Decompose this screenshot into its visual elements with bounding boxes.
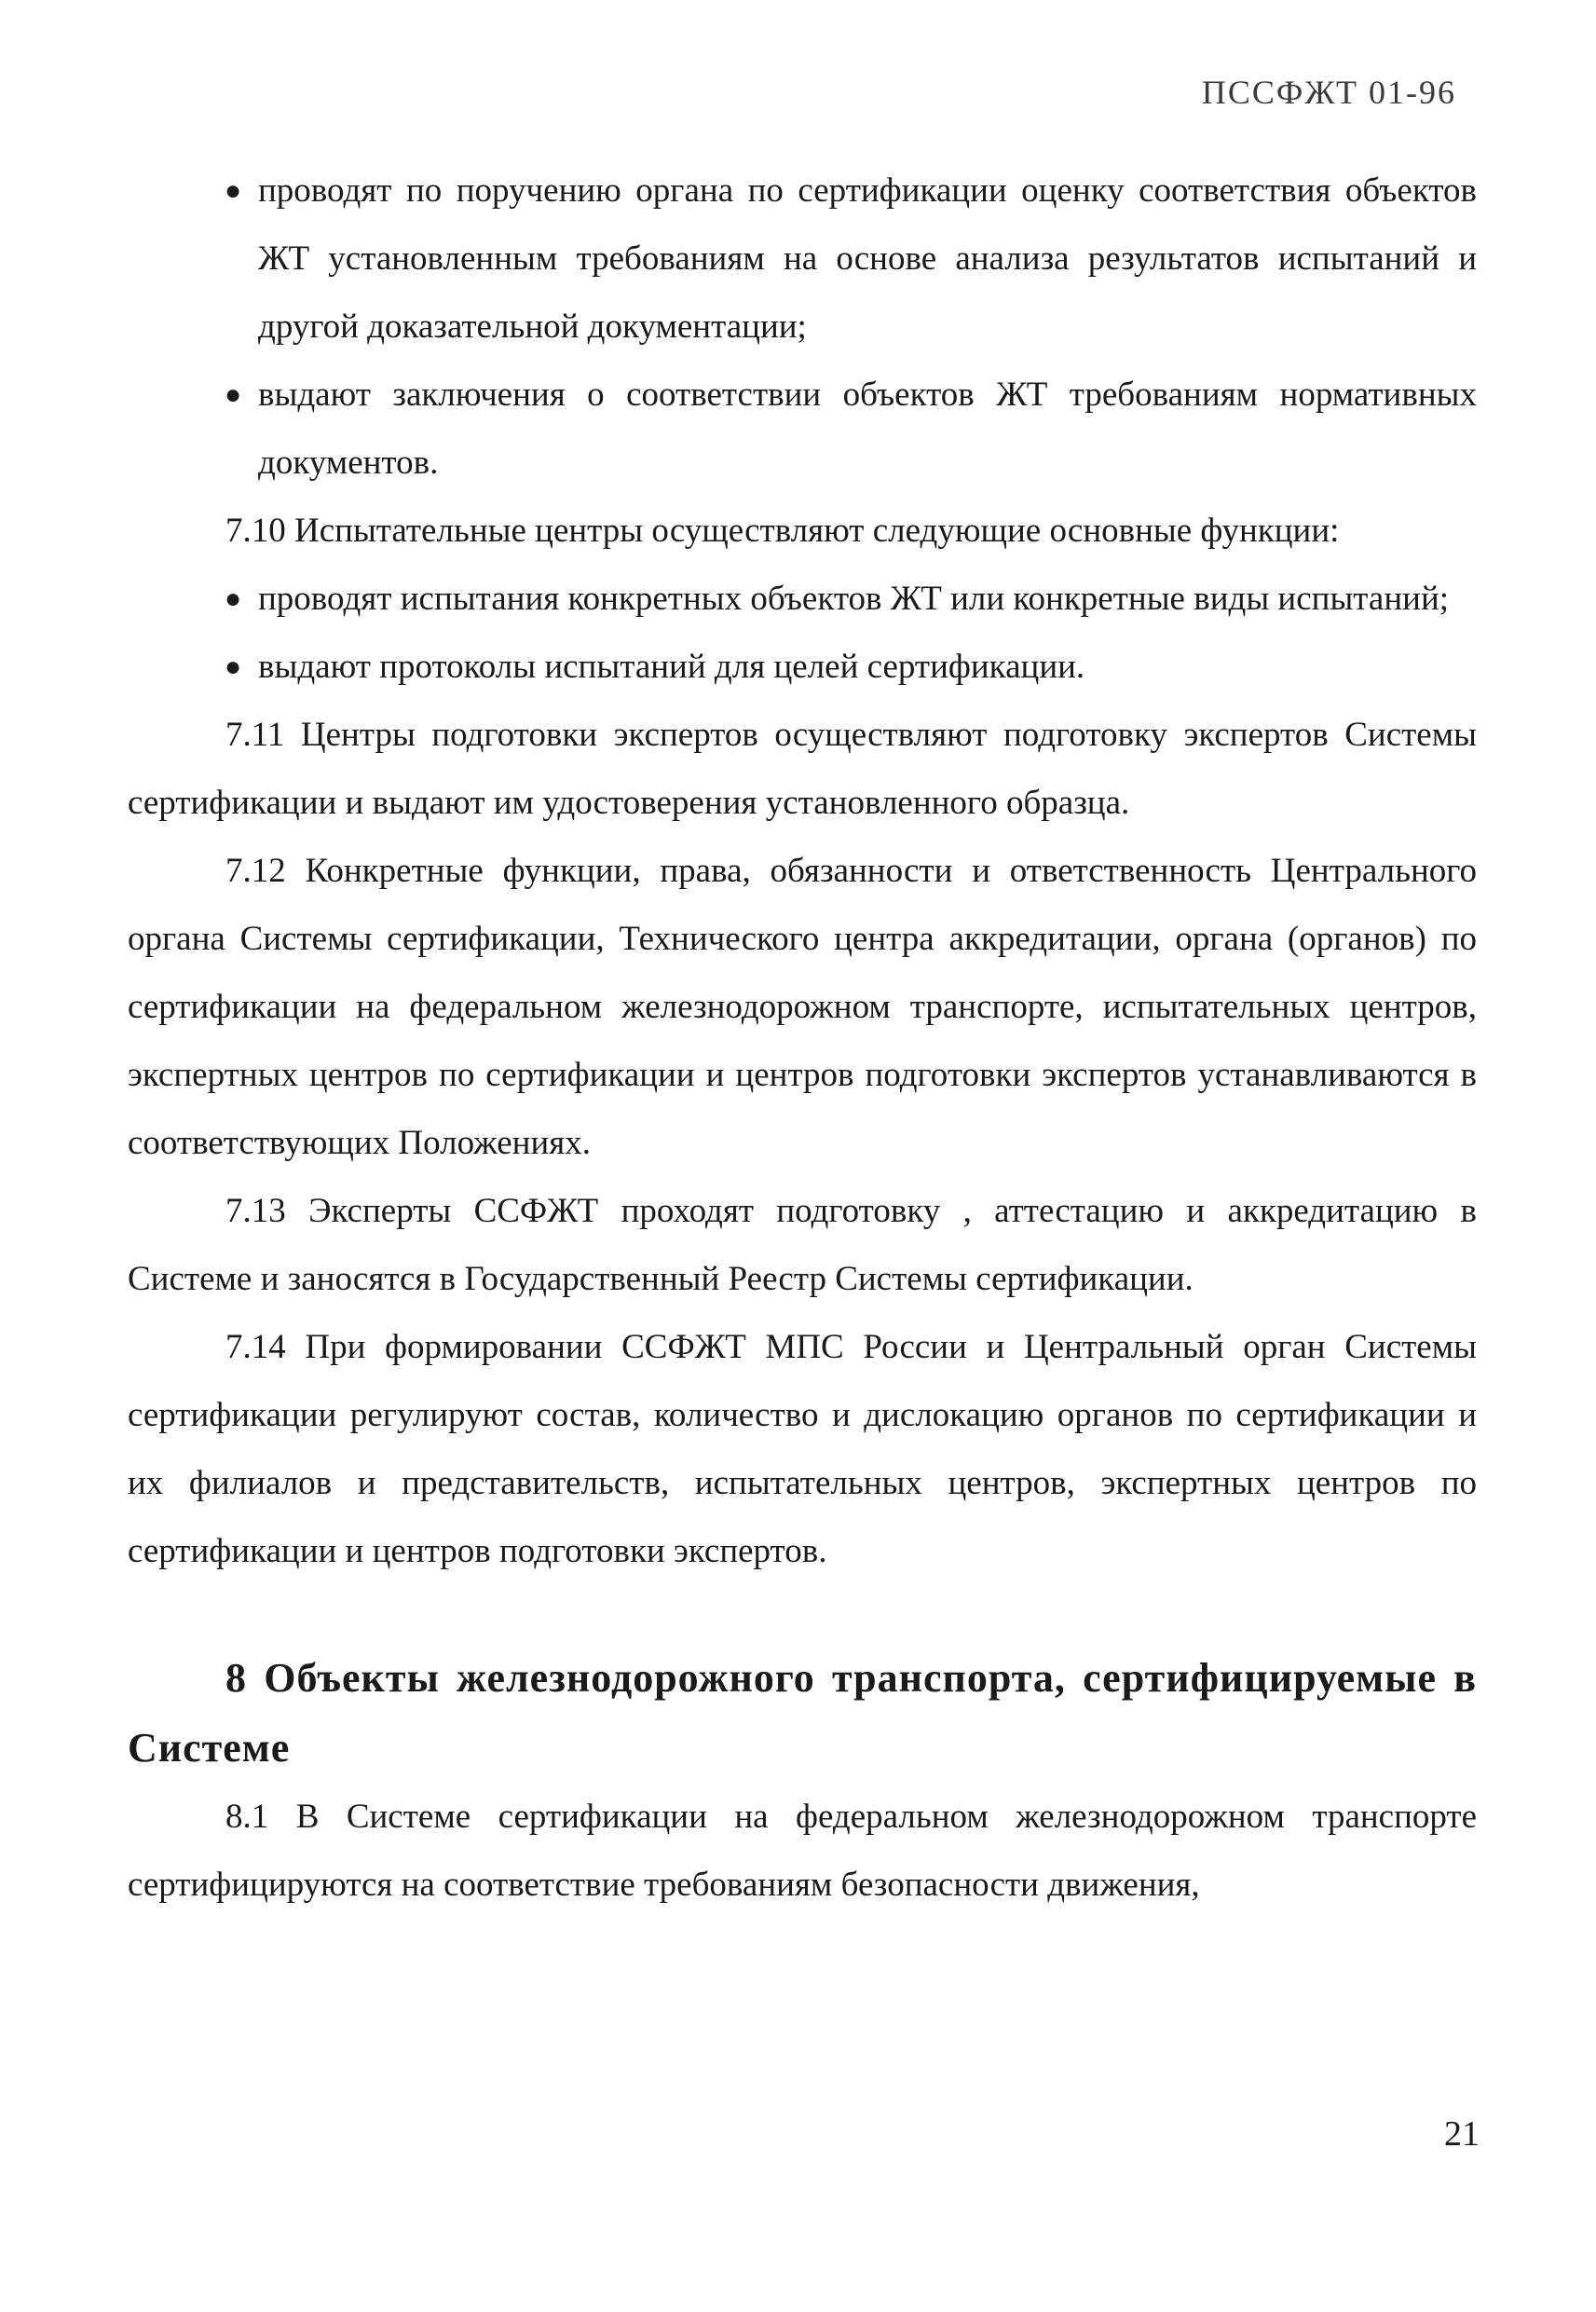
list-item-text: проводят испытания конкретных объектов ЖТ или конкретные виды испытаний; [258, 580, 1450, 618]
bullet-icon: ● [225, 583, 242, 614]
bullet-list-7-10 [128, 565, 1477, 701]
document-code-header: ПССФЖТ 01-96 [1201, 74, 1456, 111]
list-item [128, 633, 1477, 701]
bullet-icon: ● [225, 651, 242, 682]
paragraph-7-13: 7.13 Эксперты ССФЖТ проходят подготовку , аттестацию и аккредитацию в Системе и заносятся в Государственный Реестр Системы сертификации. [128, 1192, 1477, 1298]
paragraph-7-12: 7.12 Конкретные функции, права, обязанности и ответственность Центрального органа Системы сертификации, Технического центра аккредитации, органа (органов) по сертификации на федеральном железнодорожном транспорте, испытательных центров, экспертных центров по сертификации и центров подготовки экспертов устанавливаются в соответствующих Положениях. [128, 852, 1477, 1162]
bullet-list-top [128, 157, 1477, 497]
list-item [128, 157, 1477, 361]
list-item-text: выдают заключения о соответствии объектов ЖТ требованиям нормативных документов. [258, 376, 1477, 482]
bullet-icon: ● [225, 379, 242, 410]
paragraph-7-10: 7.10 Испытательные центры осуществляют следующие основные функции: [225, 512, 1340, 550]
bullet-icon: ● [225, 175, 242, 206]
list-item-text: выдают протоколы испытаний для целей сертификации. [258, 648, 1085, 686]
list-item-text: проводят по поручению органа по сертификации оценку соответствия объектов ЖТ установленным требованиям на основе анализа результатов испытаний и другой доказательной документации; [258, 171, 1477, 346]
list-item [128, 565, 1477, 633]
paragraph-7-14: 7.14 При формировании ССФЖТ МПС России и Центральный орган Системы сертификации регулируют состав, количество и дислокацию органов по сертификации и их филиалов и представительств, испытательных центров, экспертных центров по сертификации и центров подготовки экспертов. [128, 1328, 1477, 1570]
paragraph-8-1: 8.1 В Системе сертификации на федеральном железнодорожном транспорте сертифицируются на соответствие требованиям безопасности движения, [128, 1798, 1477, 1904]
page-number: 21 [1444, 2114, 1480, 2154]
paragraph-7-11: 7.11 Центры подготовки экспертов осуществляют подготовку экспертов Системы сертификации и выдают им удостоверения установленного образца. [128, 716, 1477, 822]
list-item [128, 361, 1477, 497]
section-heading-8: 8 Объекты железнодорожного транспорта, сертифицируемые в Системе [128, 1655, 1477, 1771]
page-body [128, 157, 1477, 1919]
